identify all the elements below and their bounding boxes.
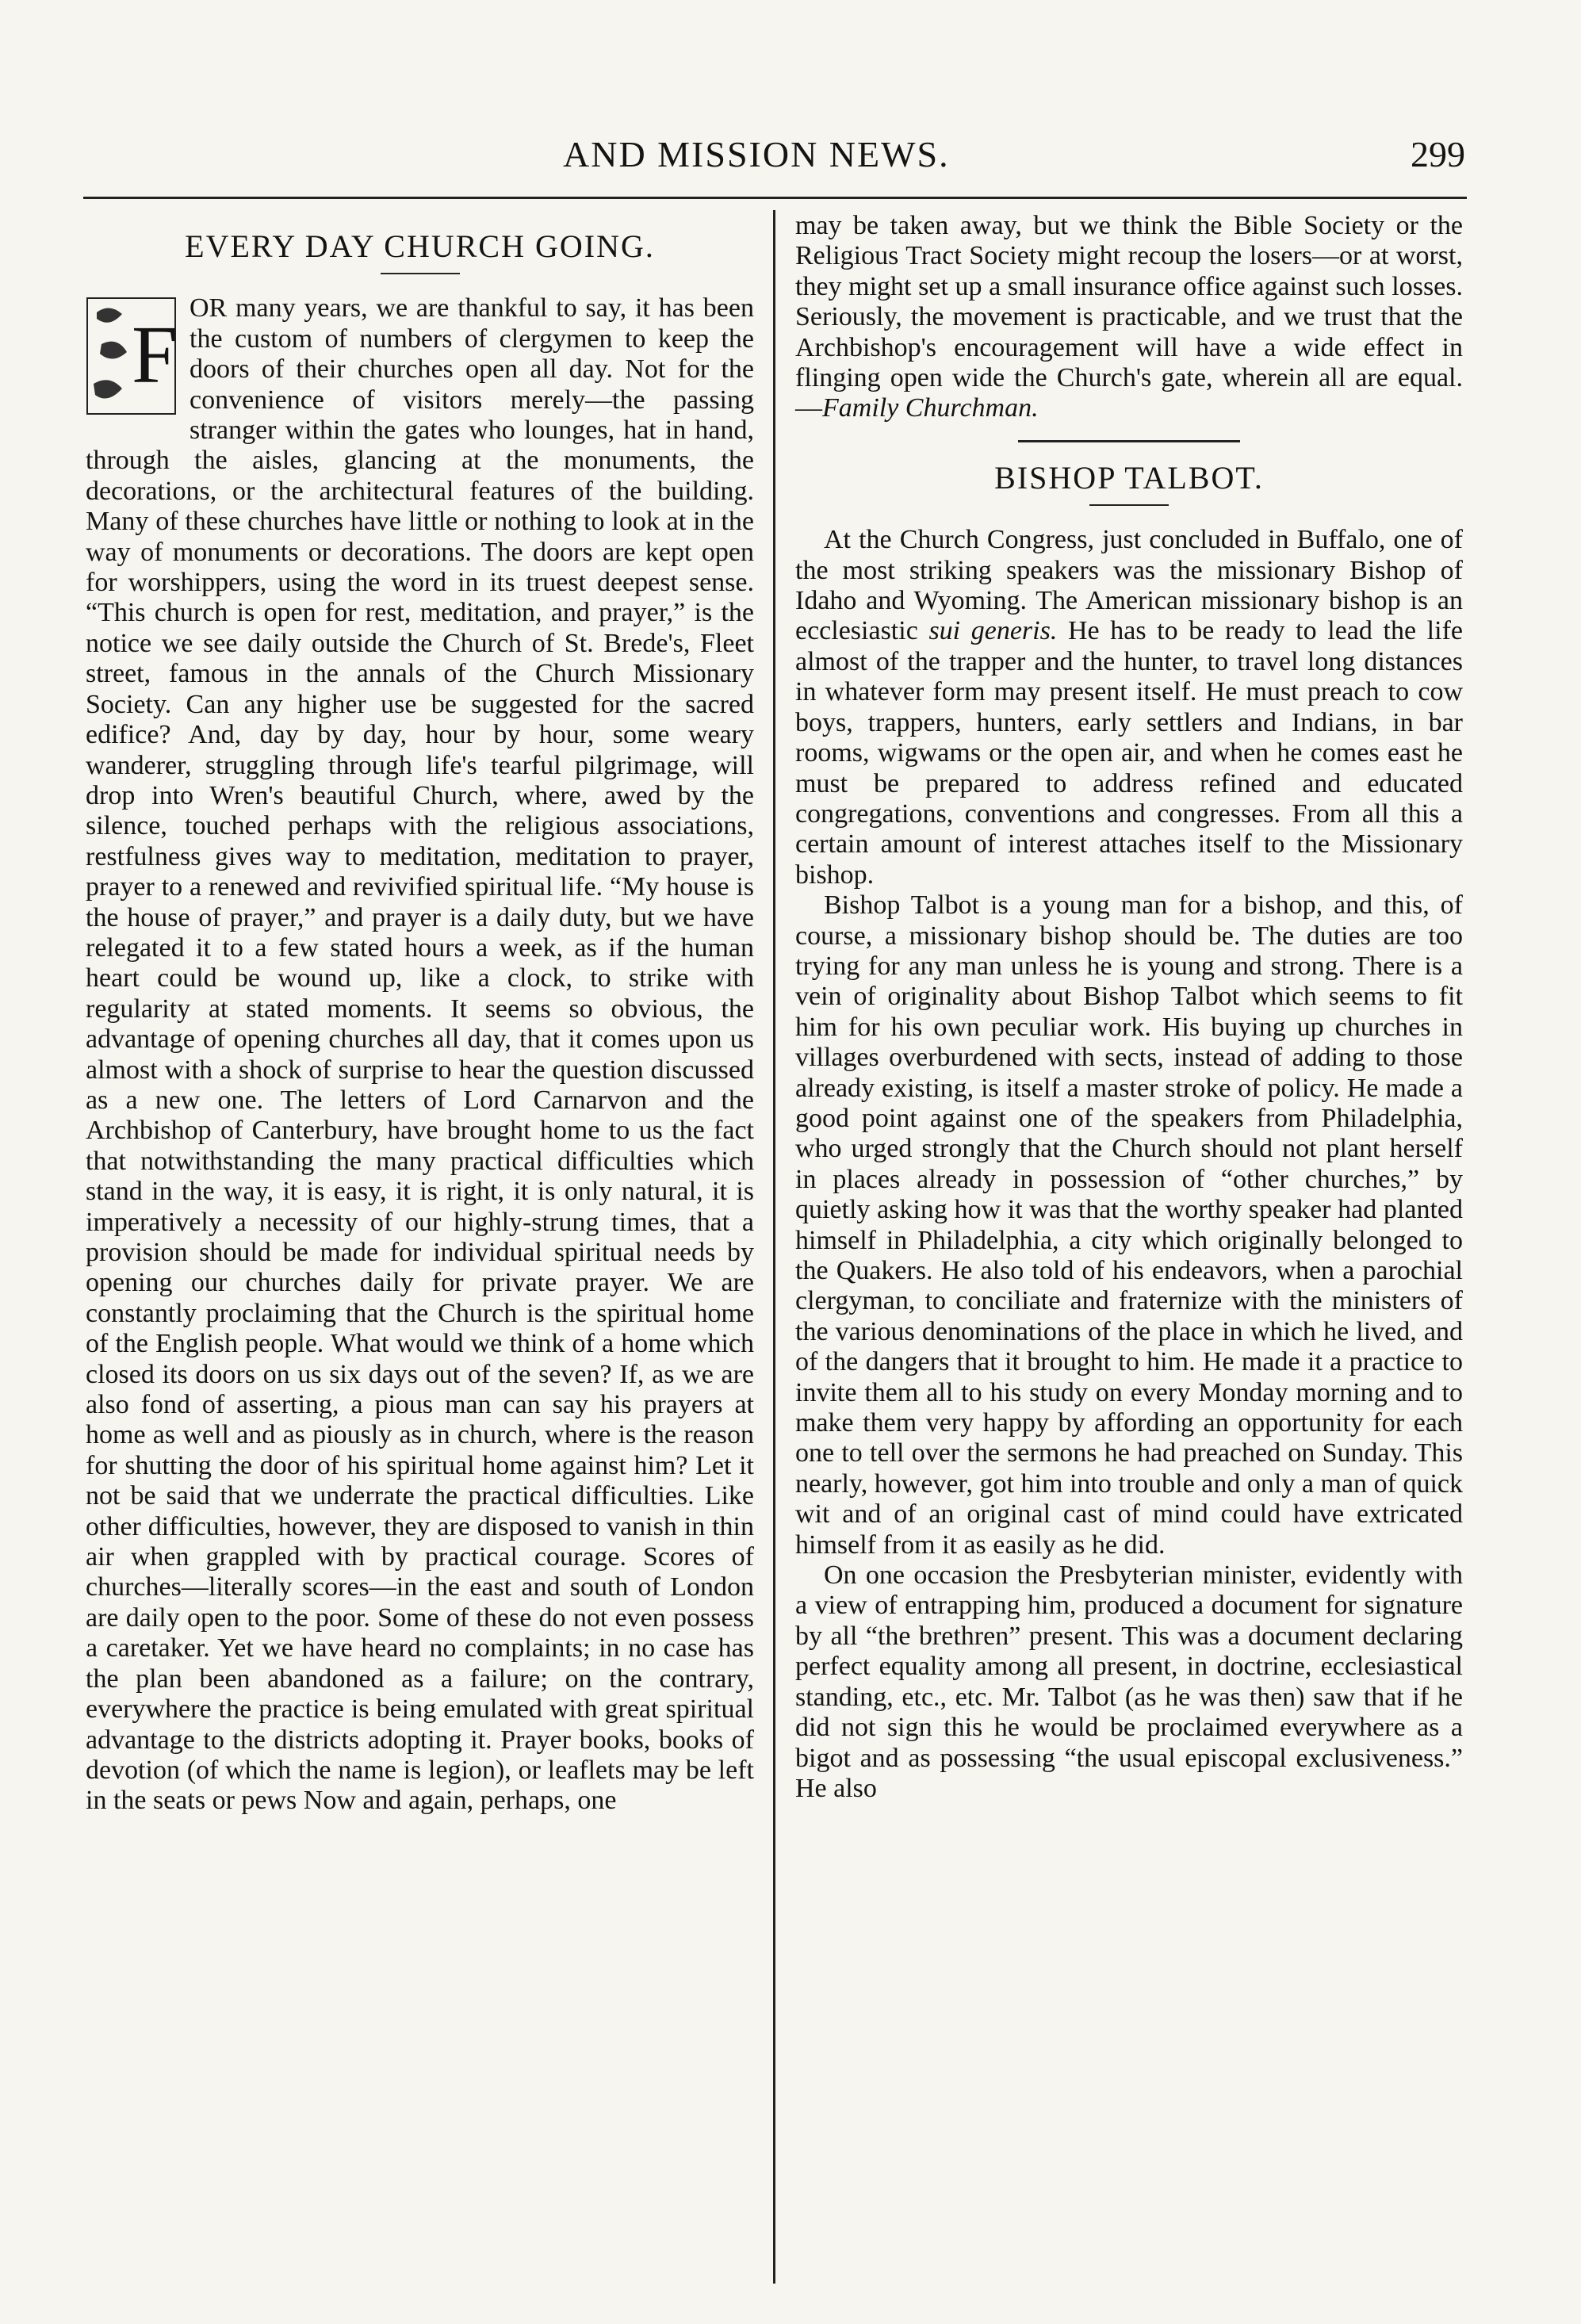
header-rule: [83, 197, 1467, 199]
continuation-text: may be taken away, but we think the Bible Society or the Religious Tract Society might recoup the losers—or at worst, they might set up a small insurance office against such losses. Seriously, the movement is practicable, and we trust that the Archbishop's encouragement will have a wide effect in flinging open wide the Church's gate, wherein all are equal.—: [795, 211, 1463, 423]
column-divider: [773, 210, 775, 2284]
heading-rule: [381, 273, 460, 274]
paragraph-1-text: At the Church Congress, just concluded in Buffalo, one of the most striking speakers was the missionary Bishop of Idaho and Wyoming. The American missionary bishop is an ecclesiastic: [795, 525, 1463, 646]
left-column: [86, 211, 754, 1817]
ornamental-drop-cap-f-icon: [86, 297, 177, 415]
section-divider-rule: [1018, 440, 1240, 442]
article-heading-bishop-talbot: BISHOP TALBOT.: [994, 459, 1264, 496]
heading-rule: [1089, 504, 1169, 506]
continuation-source: Family Churchman.: [822, 393, 1039, 423]
running-header-title: AND MISSION NEWS.: [563, 134, 950, 174]
article-body-text: OR many years, we are thankful to say, it has been the custom of numbers of clergymen to keep the doors of their churches open all day. Not for the convenience of visitors merely—the passing stranger within the gates who lounges, hat in hand, through the aisles, glancing at the monuments, the decorations, or the architectural features of the building. Many of these churches have little or nothing to look at in the way of monuments or decorations. The doors are kept open for worshippers, using the word in its truest deepest sense. “This church is open for rest, meditation, and prayer,” is the notice we see daily outside the Church of St. Brede's, Fleet street, famous in the annals of the Church Missionary Society. Can any higher use be suggested for the sacred edifice? And, day by day, hour by hour, some weary wanderer, struggling through life's tearful pilgrimage, will drop into Wren's beautiful Church, where, awed by the silence, touched perhaps with the religious associations, restfulness gives way to meditation, meditation to prayer, prayer to a renewed and revivified spiritual life. “My house is the house of prayer,” and prayer is a daily duty, but we have relegated it to a few stated hours a week, as if the human heart could be wound up, like a clock, to strike with regularity at stated moments. It seems so obvious, the advantage of opening churches all day, that it comes upon us almost with a shock of surprise to hear the question discussed as a new one. The letters of Lord Carnarvon and the Archbishop of Canterbury, have brought home to us the fact that notwithstanding the many practical difficulties which stand in the way, it is easy, it is right, it is only natural, it is imperatively a necessity of our highly-strung times, that a provision should be made for individual spiritual needs by opening our churches daily for private prayer. We are constantly proclaiming that the Church is the spiritual home of the English people. What would we think of a home which closed its doors on us six days out of the seven? If, as we are also fond of asserting, a pious man can say his prayers at home as well and as piously as in church, where is the reason for shutting the door of his spiritual home against him? Let it not be said that we underrate the practical difficulties. Like other difficulties, however, they are disposed to vanish in thin air when grappled with by practical courage. Scores of churches—literally scores—in the east and south of London are daily open to the poor. Some of these do not even possess a caretaker. Yet we have heard no complaints; in no case has the plan been abandoned as a failure; on the contrary, everywhere the practice is being emulated with great spiritual advantage to the districts adopting it. Prayer books, books of devotion (of which the name is legion), or leaflets may be left in the seats or pews Now and again, perhaps, one: [86, 293, 754, 1816]
article-heading-every-day-church-going: EVERY DAY CHURCH GOING.: [185, 228, 655, 264]
continued-article-text: [795, 211, 1463, 424]
paragraph-1: [795, 525, 1463, 890]
right-column: [795, 211, 1463, 1804]
paragraph-3: On one occasion the Presbyterian minister, evidently with a view of entrapping him, produced a document for signature by all “the brethren” present. This was a document declaring perfect equality among all present, in doctrine, ecclesiastical standing, etc., etc. Mr. Talbot (as he was then) saw that if he did not sign this he would be proclaimed everywhere as a bigot and as possessing “the usual episcopal exclusiveness.” He also: [795, 1560, 1463, 1803]
paragraph-1-italic: sui generis.: [928, 616, 1058, 646]
drop-cap-letter: F: [132, 309, 177, 401]
article-body: [86, 293, 754, 1816]
paragraph-1-text-cont: He has to be ready to lead the life almost of the trapper and the hunter, to travel long distances in whatever form may present itself. He must preach to cow boys, trappers, hunters, early settlers and Indians, in bar rooms, wigwams or the open air, and when he comes east he must be prepared to address refined and educated congregations, conventions and congresses. From all this a certain amount of interest attaches itself to the Missionary bishop.: [795, 616, 1463, 890]
page-number: 299: [1411, 134, 1465, 174]
paragraph-2: Bishop Talbot is a young man for a bishop, and this, of course, a missionary bishop should be. The duties are too trying for any man unless he is young and strong. There is a vein of originality about Bishop Talbot which seems to fit him for his own peculiar work. His buying up churches in villages overburdened with sects, instead of adding to those already existing, is itself a master stroke of policy. He made a good point against one of the speakers from Philadelphia, who urged strongly that the Church should not plant herself in places already in possession of “other churches,” by quietly asking how it was that the worthy speaker had planted himself in Philadelphia, a city which originally belonged to the Quakers. He also told of his endeavors, when a parochial clergyman, to conciliate and fraternize with the ministers of the various denominations of the place in which he lived, and of the dangers that it brought to him. He made it a practice to invite them all to his study on every Monday morning and to make them very happy by affording an opportunity for each one to tell over the sermons he had preached on Sunday. This nearly, however, got him into trouble and only a man of quick wit and of an original cast of mind could have extricated himself from it as easily as he did.: [795, 890, 1463, 1560]
